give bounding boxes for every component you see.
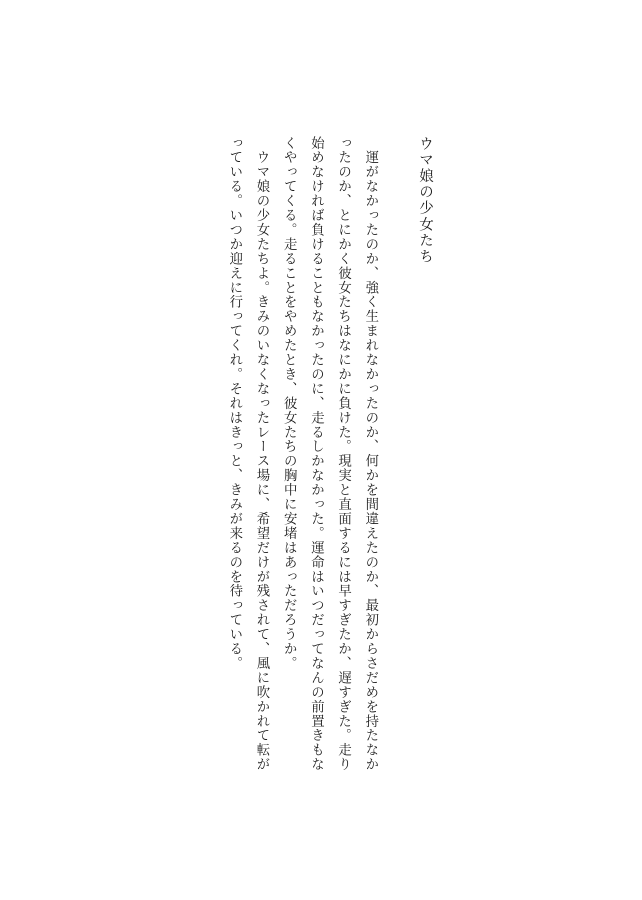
document-title: ウマ娘の少女たち	[417, 136, 433, 265]
paragraph-2: ウマ娘の少女たちよ。きみのいなくなったレース場に、希望だけが残されて、風に吹かれて転がっている。いつか迎えに行ってくれ。それはきっと、きみが来るのを待っている。	[226, 136, 269, 772]
vertical-text-block	[221, 136, 438, 776]
paragraph-1: 運がなかったのか、強く生まれなかったのか、何かを間違えたのか、最初からさだめを持たなかったのか、とにかく彼女たちはなにかに負けた。現実と直面するには早すぎたか、遅すぎた。走り始めなければ負けることもなかったのに、走るしかなかった。運命はいつだってなんの前置きもなくやってくる。走ることをやめたとき、彼女たちの胸中に安堵はあっただろうか。	[281, 136, 378, 772]
